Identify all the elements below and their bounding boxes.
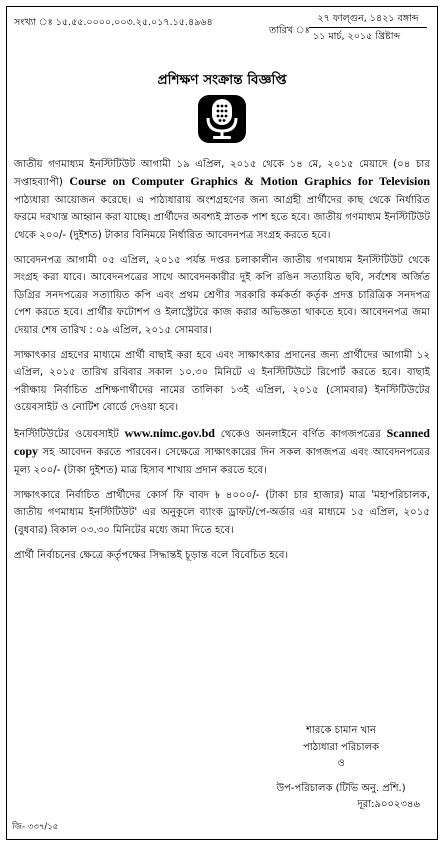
paragraph-application: আবেদনপত্র আগামী ০৫ এপ্রিল, ২০১৫ পর্যন্ত দপ্তর চলাকালীন জাতীয় গণমাধ্যম ইনস্টিটিউট থেকে সংগ্রহ করা যাবে। আবেদনপত্রের সাথে আবেদনকারীর দুই কপি রঙিন সত্যায়িত ছবি, সর্বশেষ অর্জিত ডিগ্রির সনদপত্রের সত্যায়িত কপি এবং প্রথম শ্রেণীর সরকারি কর্মকর্তা কর্তৃক প্রদত্ত চারিত্রিক সনদপত্র পেশ করতে হবে। প্রার্থীর ফটোশপ ও ইলাস্ট্রেটরে কাজ করার অভিজ্ঞতা থাকতে হবে। আবেদনপত্র জমা দেয়ার শেষ তারিখ : ০৯ এপ্রিল, ২০১৫ সোমবার।: [14, 255, 430, 336]
date-box: [309, 11, 427, 44]
notice-body: [14, 156, 430, 573]
microphone-icon: [197, 94, 247, 144]
paragraph-interview: সাক্ষাৎকার গ্রহণের মাধ্যমে প্রার্থী বাছাই করা হবে এবং সাক্ষাৎকার প্রদানের জন্য প্রার্থীদের আগামী ১২ এপ্রিল, ২০১৫ তারিখ রবিবার সকাল ১০.৩০ মিনিটে এ ইনস্টিটিউটে রিপোর্ট করতে হবে। বাছাই পরীক্ষায় নির্বাচিত প্রশিক্ষণার্থীদের নামের তালিকা ১৩ই এপ্রিল, ২০১৫ (সোমবার) ইনস্টিটিউটের ওয়েবসাইট ও নোটিশ বোর্ডে দেওয়া হবে।: [14, 350, 430, 414]
date-english: ১১ মার্চ, ২০১৫ খ্রিষ্টাব্দ: [313, 31, 401, 42]
notice-page: [6, 6, 438, 840]
reference-number: সংখ্যা ঃ ১৫.৫৫.০০০০.০০৩.২৫.০১৭.১৫.৪৯৬৪: [14, 17, 213, 28]
date-label: তারিখ ঃ: [269, 25, 310, 36]
logo: [197, 94, 247, 144]
scanned-copy-text: Scanned copy: [14, 425, 430, 459]
signatory-phone: দূরা:৯০০২৩৪৬: [357, 799, 420, 810]
signatory-conjunction: ও: [337, 758, 345, 769]
footer-code: জি- ৩৩৭/১৫: [12, 822, 59, 832]
paragraph-course: জাতীয় গণমাধ্যম ইনস্টিটিউট আগামী ১৯ এপ্রিল, ২০১৫ থেকে ১৪ মে, ২০১৫ মেয়াদে (০৪ চার সপ্তাহব্যাপী) Course on Computer Graphics & Motion Graphics for Television পাঠ্যধারা আয়োজন করেছে। এ পাঠ্যধারায় অংশগ্রহণের জন্য আগ্রহী প্রার্থীদের কাছ থেকে নির্ধারিত ফরমে দরখাস্ত আহ্বান করা যাচ্ছে। প্রার্থীদের অবশ্যই স্নাতক পাশ হতে হবে। জাতীয় গণমাধ্যম ইনস্টিটিউট থেকে ২০০/- (দুইশত) টাকার বিনিময়ে নির্ধারিত আবেদনপত্র সংগ্রহ করতে হবে।: [14, 159, 430, 241]
paragraph-online: ইনস্টিটিউটের ওয়েবসাইট www.nimc.gov.bd থেকেও অনলাইনে বর্ণিত কাগজপত্রের Scanned copy সহ আবেদন করতে পারবেন। সেক্ষেত্রে সাক্ষাৎকারের দিন সকল কাগজপত্র এবং আবেদনপত্রের মূল্য ২০০/- (টাকা দুইশত) মাত্র হিসাব শাখায় প্রদান করতে হবে।: [14, 425, 430, 476]
paragraph-decision: প্রার্থী নির্বাচনের ক্ষেত্রে কর্তৃপক্ষের সিদ্ধান্তই চূড়ান্ত বলে বিবেচিত হবে।: [14, 550, 289, 562]
course-name: Course on Computer Graphics & Motion Graphics for Television: [69, 174, 430, 189]
signatory-name: শারকে চামান খান: [306, 725, 376, 736]
signature-block: [252, 723, 430, 814]
signatory-designation-1: পাঠ্যধারা পরিচালক: [303, 741, 379, 753]
signatory-designation-2: উপ-পরিচালক (টিভি অনু. প্রশি.): [276, 782, 406, 794]
date-bangla: ২৭ ফাল্গুন, ১৪২১ বঙ্গাব্দ: [309, 11, 427, 28]
paragraph-fee: সাক্ষাৎকারে নির্বাচিত প্রার্থীদের কোর্স ফি বাবদ ৳ ৪০০০/- (টাকা চার হাজার) মাত্র 'মহাপরিচালক, জাতীয় গণমাধ্যম ইনস্টিটিউট' এর অনুকূলে ব্যাংক ড্রাফট/পে-অর্ডার এর মাধ্যমে ১৫ এপ্রিল, ২০১৫ (বুধবার) বিকাল ০৩.৩০ মিনিটের মধ্যে জমা দিতে হবে।: [14, 489, 430, 536]
notice-title: প্রশিক্ষণ সংক্রান্ত বিজ্ঞপ্তি: [157, 72, 287, 88]
website-link[interactable]: www.nimc.gov.bd: [124, 425, 215, 440]
